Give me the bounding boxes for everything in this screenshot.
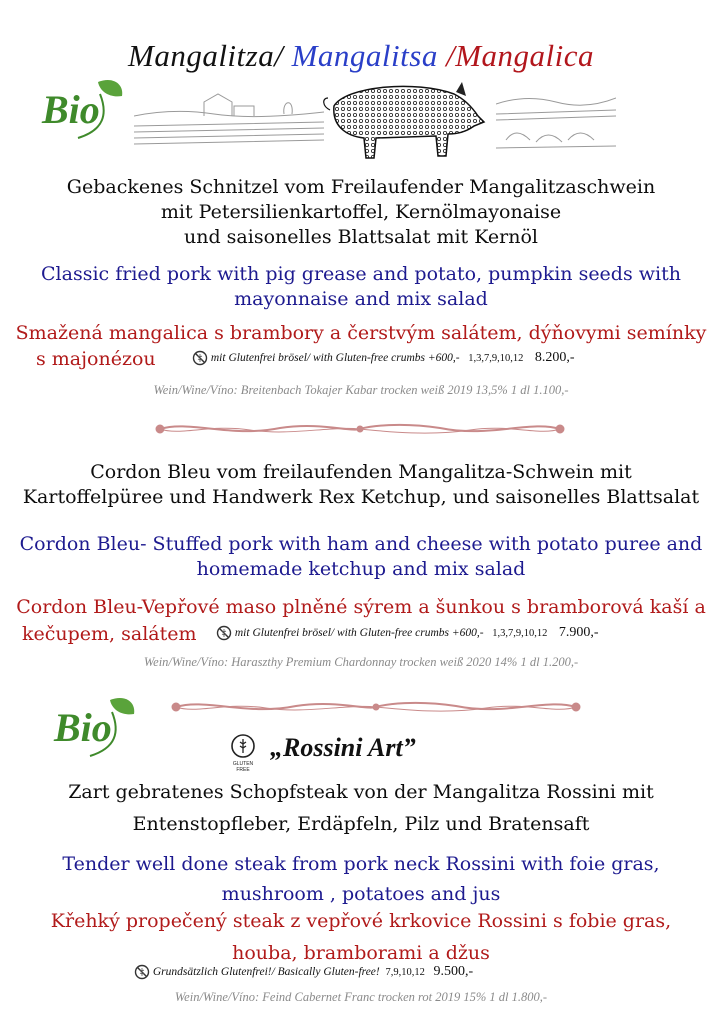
gluten-free-badge-icon: [230, 733, 256, 759]
dish-2-german-line: Kartoffelpüree und Handwerk Rex Ketchup, und saisonelles Blattsalat: [22, 486, 700, 508]
dish-1-english-line: Classic fried pork with pig grease and potato, pumpkin seeds with: [41, 263, 681, 285]
ornamental-divider: [166, 694, 586, 720]
dish-2-czech-line-1: Cordon Bleu-Vepřové maso plněné sýrem a šunkou s bramborová kaší a: [16, 596, 706, 618]
dish-1-german-line: und saisonelles Blattsalat mit Kernöl: [183, 226, 538, 248]
bio-logo-rossini: [50, 692, 140, 762]
dish-1-english-line: mayonnaise and mix salad: [234, 288, 488, 310]
ornamental-divider: [150, 416, 570, 442]
dish-3-gluten-row: [134, 964, 473, 980]
no-gluten-icon: [216, 625, 232, 641]
dish-price: 8.200,-: [534, 350, 575, 365]
gluten-free-badge-text: GLUTEN FREE: [232, 761, 254, 773]
allergen-codes: 1,3,7,9,10,12: [492, 628, 548, 639]
dish-1-czech-line-1: Smažená mangalica s brambory a čerstvým salátem, dýňovymi semínky: [15, 322, 707, 344]
dish-price: 9.500,-: [433, 964, 474, 979]
title-english: Mangalitsa: [283, 38, 447, 73]
gluten-note: mit Glutenfrei brösel/ with Gluten-free crumbs +600,-: [234, 627, 484, 639]
bio-logo-top: [38, 74, 128, 144]
dish-1-german: [0, 175, 722, 250]
dish-2-german: [0, 460, 722, 510]
dish-3-wine: Wein/Wine/Víno: Feind Cabernet Franc trocken rot 2019 15% 1 dl 1.800,-: [174, 990, 548, 1004]
dish-3-czech: [0, 908, 722, 966]
no-gluten-icon: [134, 964, 150, 980]
gluten-note: Grundsätzlich Glutenfrei!/ Basically Gluten-free!: [152, 966, 380, 978]
bio-label: Bio: [42, 87, 100, 132]
dish-price: 7.900,-: [558, 625, 599, 640]
allergen-codes: 7,9,10,12: [385, 967, 425, 978]
rossini-heading: „Rossini Art”: [270, 733, 416, 762]
gluten-note: mit Glutenfrei brösel/ with Gluten-free crumbs +600,-: [210, 352, 460, 364]
dish-3-czech-line: houba, bramborami a džus: [232, 942, 490, 964]
dish-3-german: [0, 780, 722, 837]
farm-sketch-right: [496, 90, 616, 152]
dish-1-wine: Wein/Wine/Víno: Breitenbach Tokajer Kabar trocken weiß 2019 13,5% 1 dl 1.100,-: [153, 383, 569, 397]
menu-title: [0, 38, 722, 74]
bio-label: Bio: [54, 705, 112, 750]
dish-2-wine: Wein/Wine/Víno: Haraszthy Premium Chardonnay trocken weiß 2020 14% 1 dl 1.200,-: [143, 655, 579, 669]
dish-2-english: [0, 532, 722, 582]
dish-2-gluten-row: [216, 625, 599, 641]
dish-1-english: [0, 262, 722, 312]
dish-2-german-line: Cordon Bleu vom freilaufenden Mangalitza-Schwein mit: [90, 461, 632, 483]
dish-3-english-line: mushroom , potatoes and jus: [221, 883, 501, 905]
dish-3-german-line: Entenstopfleber, Erdäpfeln, Pilz und Bratensaft: [132, 813, 590, 835]
gluten-free-badge: [226, 733, 260, 773]
dish-2-czech-line-2: kečupem, salátem: [22, 623, 197, 645]
allergen-codes: 1,3,7,9,10,12: [468, 353, 524, 364]
dish-1-german-line: Gebackenes Schnitzel vom Freilaufender Mangalitzaschwein: [66, 176, 656, 198]
no-gluten-icon: [192, 350, 208, 366]
pig-illustration: [316, 76, 486, 162]
dish-1-gluten-row: [192, 350, 575, 366]
dish-2-english-line: Cordon Bleu- Stuffed pork with ham and cheese with potato puree and: [19, 533, 703, 555]
dish-3-german-line: Zart gebratenes Schopfsteak von der Mangalitza Rossini mit: [68, 781, 654, 803]
dish-3-english: [0, 852, 722, 907]
dish-1-czech-line-2: s majonézou: [36, 348, 156, 370]
dish-2-english-line: homemade ketchup and mix salad: [196, 558, 526, 580]
dish-3-english-line: Tender well done steak from pork neck Rossini with foie gras,: [62, 853, 660, 875]
dish-3-czech-line: Křehký propečený steak z vepřové krkovice Rossini s fobie gras,: [50, 910, 672, 932]
dish-1-german-line: mit Petersilienkartoffel, Kernölmayonaise: [160, 201, 562, 223]
farm-sketch-left: [134, 86, 324, 148]
title-german: Mangalitza/: [128, 38, 284, 73]
title-czech: /Mangalica: [446, 38, 594, 73]
